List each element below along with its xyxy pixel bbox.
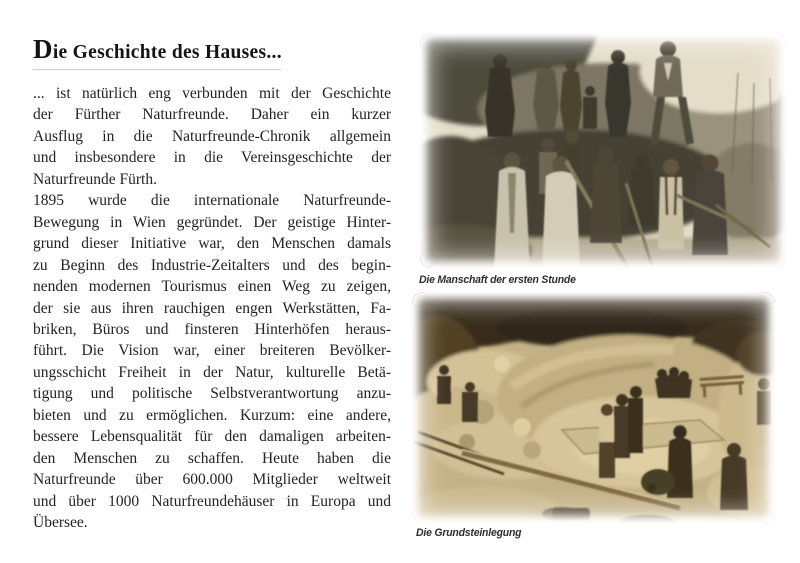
text-line: Bewegung in Wien gegründet. Der geistige Hinter- (33, 213, 391, 231)
text-line: führt. Die Vision war, einer breiteren Bevölker- (33, 342, 391, 360)
text-line: der Fürther Naturfreunde. Daher ein kurzer (33, 106, 391, 124)
text-line: 1895 wurde die internationale Naturfreunde- (33, 192, 391, 210)
title-underline (33, 69, 281, 70)
text-line: den Menschen zu schaffen. Heute haben die (33, 449, 391, 467)
text-line: und insbesondere in die Vereinsgeschichte der (33, 149, 391, 167)
text-line: der sie aus ihren rauchigen engen Werkstätten, Fa- (33, 299, 391, 317)
text-line: tigung und politische Selbstverantwortung anzu- (33, 385, 391, 403)
photo-foundation-caption: Die Grundsteinlegung (416, 527, 522, 539)
title-text: ie Geschichte des Hauses... (52, 42, 282, 63)
text-line: und über 1000 Naturfreundehäuser in Europa und (33, 492, 391, 510)
text-line: Naturfreunde über 600.000 Mitglieder weltweit (33, 471, 391, 489)
text-line: Ausflug in die Naturfreunde-Chronik allgemein (33, 127, 391, 145)
text-line: nenden modernen Tourismus einen Weg zu zeigen, (33, 278, 391, 296)
text-line: bessere Lebensqualität für den damaligen arbeiten- (33, 428, 391, 446)
photo-team-image (420, 33, 786, 268)
text-line: grund dieser Initiative war, den Menschen damals (33, 235, 391, 253)
text-line: ... ist natürlich eng verbunden mit der Geschichte (33, 85, 391, 102)
page-title (33, 36, 391, 66)
photo-foundation (412, 292, 775, 523)
text-line: ungsschicht Freiheit in der Natur, kulturelle Betä- (33, 363, 391, 381)
text-column (33, 36, 391, 534)
text-line: zu Beginn des Industrie-Zeitalters und des begin- (33, 256, 391, 274)
text-line: Naturfreunde Fürth. (33, 170, 157, 188)
title-drop-cap: D (33, 34, 53, 64)
article-text (33, 83, 391, 534)
text-line: bieten und zu ermöglichen. Kurzum: eine andere, (33, 406, 391, 424)
text-line: briken, Büros und finsteren Hinterhöfen heraus- (33, 320, 391, 338)
photo-foundation-image (412, 292, 775, 523)
text-line: Übersee. (33, 514, 88, 532)
photo-team (420, 33, 786, 268)
photo-team-caption: Die Manschaft der ersten Stunde (419, 274, 576, 286)
